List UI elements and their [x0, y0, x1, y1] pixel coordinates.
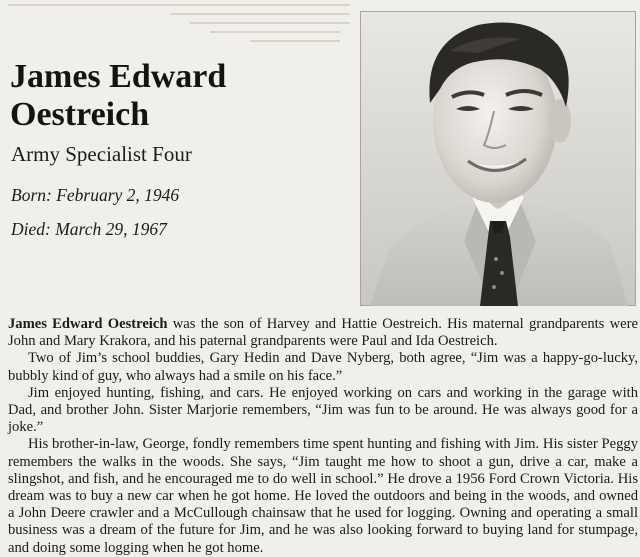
died-label: Died: [11, 219, 51, 239]
born-date: February 2, 1946 [56, 185, 180, 205]
bio-paragraph: Jim enjoyed hunting, fishing, and cars. He enjoyed working on cars and working in the garage with Dad, and brother John. Sister Marjorie remembers, “Jim was fun to be around. He was always good for a joke.” [8, 384, 638, 436]
died-line [11, 212, 179, 246]
born-line [11, 178, 179, 212]
bio-lead-name: James Edward Oestreich [8, 316, 168, 332]
life-dates [11, 178, 179, 246]
bleed-through-line [190, 22, 350, 24]
bleed-through-line [250, 40, 340, 42]
military-rank: Army Specialist Four [11, 142, 192, 166]
biography-text [8, 316, 638, 557]
died-date: March 29, 1967 [55, 219, 167, 239]
bleed-through-line [210, 31, 340, 33]
bio-paragraph: Two of Jim’s school buddies, Gary Hedin and Dave Nyberg, both agree, “Jim was a happy-go-lucky, bubbly kind of guy, who always had a smile on his face.” [8, 350, 638, 384]
bleed-through-line [170, 13, 350, 15]
person-name: James Edward Oestreich [10, 58, 227, 133]
bleed-through-line [8, 4, 350, 6]
born-label: Born: [11, 185, 52, 205]
bio-paragraph-text: was the son of Harvey and Hattie Oestreich. His maternal grandparents were John and Mary Krakora, and his paternal grandparents were Paul and Ida Oestreich. [8, 316, 638, 350]
bio-paragraph [8, 316, 638, 350]
bio-paragraph: His brother-in-law, George, fondly remembers time spent hunting and fishing with Jim. His sister Peggy remembers the walks in the woods. She says, “Jim taught me how to shoot a gun, drive a car, make a slingshot, and fish, and he encouraged me to do well in school.” He drove a 1956 Ford Crown Victoria. His dream was to buy a new car when he got home. He loved the outdoors and being in the woods, and owned a John Deere crawler and a McCullough chainsaw that he used for logging. Owning and operating a small business was a dream of the future for Jim, and he was also looking forward to buying land for stumpage, and doing some logging when he got home. [8, 436, 638, 556]
portrait-photo-icon [360, 11, 636, 306]
portrait-photo [360, 11, 636, 306]
